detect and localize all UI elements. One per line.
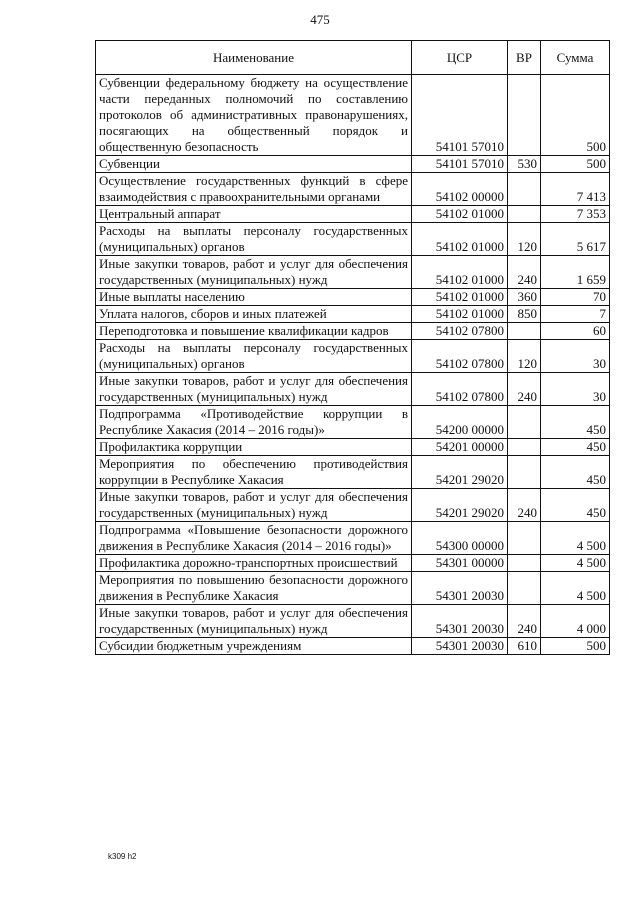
- row-name-cell: Расходы на выплаты персоналу государственных (муниципальных) органов: [96, 223, 412, 256]
- row-csr-cell: 54102 01000: [412, 306, 508, 323]
- table-row: [96, 605, 610, 638]
- row-name-cell: Иные выплаты населению: [96, 289, 412, 306]
- row-csr-cell: 54102 07800: [412, 340, 508, 373]
- row-name-cell: Профилактика коррупции: [96, 439, 412, 456]
- row-csr-cell: 54102 07800: [412, 373, 508, 406]
- row-sum-cell: 7 353: [541, 206, 610, 223]
- row-sum-cell: 1 659: [541, 256, 610, 289]
- row-sum-cell: 4 500: [541, 555, 610, 572]
- table-row: [96, 373, 610, 406]
- budget-table: [95, 40, 610, 655]
- row-csr-cell: 54102 01000: [412, 206, 508, 223]
- row-name-cell: Уплата налогов, сборов и иных платежей: [96, 306, 412, 323]
- footer-code: k309 h2: [108, 852, 137, 861]
- row-sum-cell: 450: [541, 456, 610, 489]
- row-name-cell: Подпрограмма «Повышение безопасности дорожного движения в Республике Хакасия (2014 – 2016 годы)»: [96, 522, 412, 555]
- row-name-cell: Центральный аппарат: [96, 206, 412, 223]
- table-body: [96, 75, 610, 655]
- row-sum-cell: 5 617: [541, 223, 610, 256]
- row-vr-cell: [508, 75, 541, 156]
- row-csr-cell: 54201 00000: [412, 439, 508, 456]
- row-name-cell: Осуществление государственных функций в сфере взаимодействия с правоохранительными органами: [96, 173, 412, 206]
- row-vr-cell: 850: [508, 306, 541, 323]
- table-header-row: [96, 41, 610, 75]
- row-vr-cell: [508, 555, 541, 572]
- header-sum: Сумма: [541, 41, 610, 75]
- table-row: [96, 406, 610, 439]
- table-row: [96, 323, 610, 340]
- row-vr-cell: [508, 456, 541, 489]
- row-sum-cell: 450: [541, 489, 610, 522]
- row-vr-cell: [508, 206, 541, 223]
- row-name-cell: Расходы на выплаты персоналу государственных (муниципальных) органов: [96, 340, 412, 373]
- row-sum-cell: 30: [541, 373, 610, 406]
- row-vr-cell: [508, 406, 541, 439]
- row-vr-cell: 240: [508, 605, 541, 638]
- row-sum-cell: 7 413: [541, 173, 610, 206]
- row-sum-cell: 4 500: [541, 522, 610, 555]
- row-sum-cell: 70: [541, 289, 610, 306]
- row-vr-cell: 360: [508, 289, 541, 306]
- table-row: [96, 173, 610, 206]
- row-csr-cell: 54200 00000: [412, 406, 508, 439]
- row-name-cell: Субвенции федеральному бюджету на осуществление части переданных полномочий по составлению протоколов об административных правонарушениях, посягающих на общественный порядок и общественную безопасность: [96, 75, 412, 156]
- table-row: [96, 223, 610, 256]
- row-csr-cell: 54102 07800: [412, 323, 508, 340]
- row-sum-cell: 450: [541, 406, 610, 439]
- row-vr-cell: [508, 572, 541, 605]
- row-vr-cell: 240: [508, 489, 541, 522]
- table-row: [96, 75, 610, 156]
- row-name-cell: Субвенции: [96, 156, 412, 173]
- row-csr-cell: 54102 01000: [412, 256, 508, 289]
- row-name-cell: Переподготовка и повышение квалификации кадров: [96, 323, 412, 340]
- row-vr-cell: [508, 173, 541, 206]
- row-csr-cell: 54301 20030: [412, 572, 508, 605]
- header-vr: ВР: [508, 41, 541, 75]
- row-vr-cell: 530: [508, 156, 541, 173]
- row-vr-cell: 610: [508, 638, 541, 655]
- table-row: [96, 289, 610, 306]
- row-vr-cell: 240: [508, 373, 541, 406]
- row-vr-cell: 240: [508, 256, 541, 289]
- row-name-cell: Профилактика дорожно-транспортных происшествий: [96, 555, 412, 572]
- header-name: Наименование: [96, 41, 412, 75]
- page-number: 475: [310, 12, 330, 27]
- table-row: [96, 156, 610, 173]
- row-sum-cell: 7: [541, 306, 610, 323]
- row-name-cell: Иные закупки товаров, работ и услуг для обеспечения государственных (муниципальных) нужд: [96, 489, 412, 522]
- row-sum-cell: 30: [541, 340, 610, 373]
- row-csr-cell: 54102 01000: [412, 223, 508, 256]
- row-sum-cell: 4 000: [541, 605, 610, 638]
- row-name-cell: Иные закупки товаров, работ и услуг для обеспечения государственных (муниципальных) нужд: [96, 605, 412, 638]
- row-sum-cell: 60: [541, 323, 610, 340]
- table-row: [96, 256, 610, 289]
- table-row: [96, 522, 610, 555]
- row-csr-cell: 54301 20030: [412, 605, 508, 638]
- row-csr-cell: 54201 29020: [412, 489, 508, 522]
- row-sum-cell: 500: [541, 156, 610, 173]
- row-sum-cell: 500: [541, 638, 610, 655]
- row-sum-cell: 500: [541, 75, 610, 156]
- table-row: [96, 439, 610, 456]
- row-name-cell: Иные закупки товаров, работ и услуг для обеспечения государственных (муниципальных) нужд: [96, 256, 412, 289]
- table-row: [96, 638, 610, 655]
- row-csr-cell: 54102 00000: [412, 173, 508, 206]
- row-name-cell: Подпрограмма «Противодействие коррупции в Республике Хакасия (2014 – 2016 годы)»: [96, 406, 412, 439]
- table-row: [96, 489, 610, 522]
- row-vr-cell: [508, 323, 541, 340]
- row-csr-cell: 54101 57010: [412, 156, 508, 173]
- row-name-cell: Мероприятия по обеспечению противодействия коррупции в Республике Хакасия: [96, 456, 412, 489]
- row-vr-cell: [508, 439, 541, 456]
- row-sum-cell: 450: [541, 439, 610, 456]
- table-row: [96, 456, 610, 489]
- row-vr-cell: 120: [508, 223, 541, 256]
- table-row: [96, 340, 610, 373]
- row-name-cell: Иные закупки товаров, работ и услуг для обеспечения государственных (муниципальных) нужд: [96, 373, 412, 406]
- row-csr-cell: 54102 01000: [412, 289, 508, 306]
- row-sum-cell: 4 500: [541, 572, 610, 605]
- table-row: [96, 572, 610, 605]
- row-csr-cell: 54301 20030: [412, 638, 508, 655]
- row-vr-cell: 120: [508, 340, 541, 373]
- row-name-cell: Субсидии бюджетным учреждениям: [96, 638, 412, 655]
- header-csr: ЦСР: [412, 41, 508, 75]
- table-row: [96, 555, 610, 572]
- table-row: [96, 206, 610, 223]
- row-csr-cell: 54301 00000: [412, 555, 508, 572]
- row-name-cell: Мероприятия по повышению безопасности дорожного движения в Республике Хакасия: [96, 572, 412, 605]
- row-csr-cell: 54300 00000: [412, 522, 508, 555]
- row-csr-cell: 54201 29020: [412, 456, 508, 489]
- row-csr-cell: 54101 57010: [412, 75, 508, 156]
- row-vr-cell: [508, 522, 541, 555]
- table-row: [96, 306, 610, 323]
